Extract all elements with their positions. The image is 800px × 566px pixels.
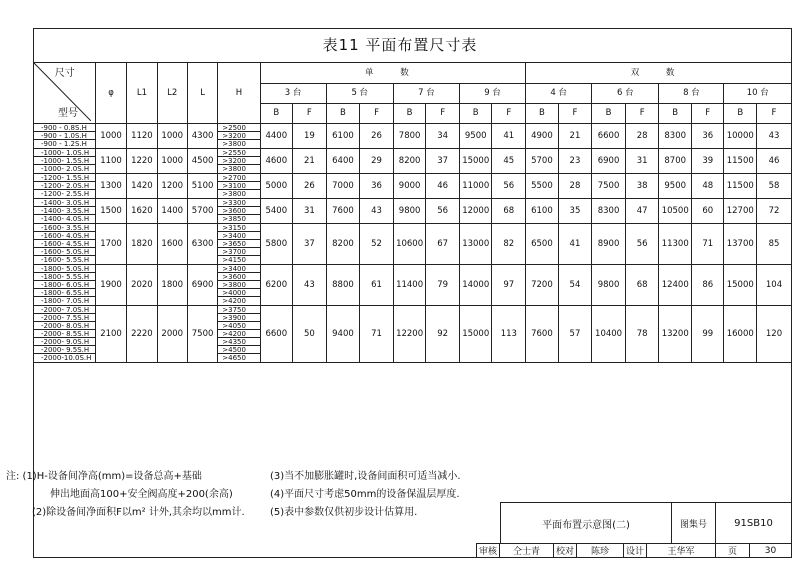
table-row [34,265,792,306]
cell-b: 16000 [724,306,757,363]
table-row [34,199,792,224]
header-b: B [459,104,492,124]
cell-l1: 2020 [127,265,157,306]
cell-l2: 1200 [157,174,187,199]
cell-f: 68 [625,265,659,306]
model-name: -2000- 9.5S.H [34,346,95,354]
cell-phi: 1500 [95,199,126,224]
cell-b: 5700 [526,149,559,174]
h-value: >3800 [222,140,246,148]
model-list [34,265,96,306]
cell-l: 4500 [187,149,217,174]
cell-f: 52 [360,224,394,265]
cell-b: 6600 [260,306,293,363]
h-list [218,306,260,363]
h-value: >4200 [222,297,246,305]
cell-f: 97 [492,265,526,306]
cell-f: 82 [492,224,526,265]
cell-b: 13700 [724,224,757,265]
cell-f: 43 [757,124,792,149]
cell-f: 36 [360,174,394,199]
model-name: -1600- 4.5S.H [34,240,95,248]
cell-phi: 1300 [95,174,126,199]
model-name: -1200- 1.5S.H [34,174,95,182]
model-name: -1600- 5.0S.H [34,248,95,256]
model-name: -1000- 1.0S.H [34,149,95,157]
model-name: -2000- 7.5S.H [34,314,95,322]
cell-l: 5700 [187,199,217,224]
cell-f: 61 [360,265,394,306]
cell-f: 35 [558,199,592,224]
cell-b: 10600 [393,224,426,265]
h-value: >4350 [218,338,259,346]
model-name: -1400- 3.0S.H [34,199,95,207]
cell-f: 26 [360,124,394,149]
h-value: >3800 [222,165,246,173]
cell-f: 56 [625,224,659,265]
model-list [34,306,96,363]
h-value: >4000 [218,289,259,297]
cell-b: 10400 [592,306,626,363]
title-block [478,502,792,558]
cell-l1: 1220 [127,149,157,174]
model-name: -1400- 3.5S.H [34,207,95,215]
model-name: -1200- 2.5S.H [41,190,90,198]
cell-l2: 1400 [157,199,187,224]
atlas-number: 91SB10 [715,502,792,544]
cell-b: 12400 [659,265,692,306]
h-value: >3750 [218,306,259,314]
header-f: F [691,104,724,124]
cell-b: 9800 [393,199,426,224]
header-h: H [218,63,260,124]
model-name: -1400- 4.0S.H [41,215,90,223]
model-list [34,149,96,174]
cell-b: 9500 [459,124,492,149]
cell-f: 37 [426,149,460,174]
cell-b: 7500 [592,174,626,199]
cell-b: 4400 [260,124,293,149]
h-value: >2550 [218,149,259,157]
cell-f: 113 [492,306,526,363]
cell-b: 9000 [393,174,426,199]
h-list [218,265,260,306]
cell-f: 104 [757,265,792,306]
header-phi: φ [95,63,126,124]
cell-b: 9400 [326,306,360,363]
design-label: 设计 [623,543,647,558]
header-count: 10 台 [724,84,792,104]
cell-b: 8300 [592,199,626,224]
model-name: -1600- 4.0S.H [34,232,95,240]
cell-b: 9800 [592,265,626,306]
h-value: >3400 [218,265,259,273]
header-size: 尺寸 [54,68,75,79]
design-signature: 王华军 [646,543,716,558]
note-5: (5)表中参数仅供初步设计估算用. [270,507,418,518]
cell-f: 67 [426,224,460,265]
cell-f: 71 [360,306,394,363]
h-value: >3100 [218,182,259,190]
note-3: (3)当不加膨胀罐时,设备间面积可适当减小. [270,471,461,482]
cell-f: 72 [757,199,792,224]
model-name: -1000- 1.5S.H [34,157,95,165]
cell-f: 38 [625,174,659,199]
cell-f: 37 [293,224,327,265]
cell-l2: 1600 [157,224,187,265]
cell-f: 19 [293,124,327,149]
model-name: -1600- 5.5S.H [41,256,90,264]
cell-f: 57 [558,306,592,363]
header-model: 型号 [58,108,78,119]
dimension-table [33,62,792,363]
model-name: -1800- 7.0S.H [41,297,90,305]
cell-b: 5000 [260,174,293,199]
cell-b: 6200 [260,265,293,306]
header-b: B [526,104,559,124]
cell-b: 8900 [592,224,626,265]
model-list [34,199,96,224]
h-list [218,149,260,174]
header-b: B [724,104,757,124]
cell-b: 14000 [459,265,492,306]
cell-f: 36 [691,124,724,149]
cell-b: 10500 [659,199,692,224]
cell-b: 11300 [659,224,692,265]
cell-f: 58 [757,174,792,199]
review-signature: 仝士青 [499,543,554,558]
cell-l: 4300 [187,124,217,149]
cell-f: 45 [492,149,526,174]
cell-f: 54 [558,265,592,306]
check-signature: 陈珍 [576,543,624,558]
cell-b: 12000 [459,199,492,224]
cell-phi: 1100 [95,149,126,174]
cell-f: 47 [625,199,659,224]
cell-f: 28 [625,124,659,149]
cell-f: 85 [757,224,792,265]
header-f: F [492,104,526,124]
cell-b: 11400 [393,265,426,306]
page-number: 30 [749,543,792,558]
model-name: -900 - 1.2S.H [41,140,87,148]
cell-f: 31 [625,149,659,174]
h-value: >3400 [218,232,259,240]
table-title: 表11 平面布置尺寸表 [322,36,478,54]
review-label: 审核 [476,543,500,558]
header-f: F [757,104,792,124]
model-name: -1800- 6.5S.H [34,289,95,297]
cell-l1: 1820 [127,224,157,265]
cell-f: 71 [691,224,724,265]
header-count: 4 台 [526,84,592,104]
h-value: >2700 [218,174,259,182]
table-row [34,124,792,149]
cell-b: 12700 [724,199,757,224]
cell-f: 56 [426,199,460,224]
cell-f: 23 [558,149,592,174]
drawing-name: 平面布置示意图(二) [500,502,672,544]
cell-f: 34 [426,124,460,149]
note-4: (4)平面尺寸考虑50mm的设备保温层厚度. [270,489,460,500]
cell-f: 41 [558,224,592,265]
cell-phi: 1700 [95,224,126,265]
h-value: >3800 [222,190,246,198]
model-list [34,124,96,149]
h-value: >3700 [218,248,259,256]
cell-f: 46 [757,149,792,174]
cell-b: 8300 [659,124,692,149]
header-count: 8 台 [659,84,724,104]
h-value: >4650 [222,354,246,362]
cell-b: 7000 [326,174,360,199]
header-single: 单 数 [260,63,526,84]
header-f: F [293,104,327,124]
check-label: 校对 [553,543,577,558]
cell-l1: 1620 [127,199,157,224]
cell-l: 7500 [187,306,217,363]
header-count: 6 台 [592,84,659,104]
cell-f: 50 [293,306,327,363]
cell-b: 5500 [526,174,559,199]
cell-phi: 1000 [95,124,126,149]
cell-b: 15000 [459,149,492,174]
model-name: -1800- 5.0S.H [34,265,95,273]
header-l: L [187,63,217,124]
h-value: >3900 [218,314,259,322]
model-name: -1600- 3.5S.H [34,224,95,232]
cell-b: 6600 [592,124,626,149]
cell-b: 6100 [326,124,360,149]
h-value: >3850 [222,215,246,223]
h-list [218,199,260,224]
cell-b: 6100 [526,199,559,224]
cell-l: 5100 [187,174,217,199]
header-f: F [558,104,592,124]
h-value: >3600 [218,207,259,215]
table-row [34,174,792,199]
note-1b: 伸出地面高100+安全阀高度+200(余高) [50,489,233,500]
model-name: -2000- 8.0S.H [34,322,95,330]
model-list [34,174,96,199]
header-double: 双 数 [526,63,792,84]
model-name: -2000-10.0S.H [41,354,92,362]
cell-f: 56 [492,174,526,199]
header-size-model [34,63,96,124]
cell-l2: 1800 [157,265,187,306]
cell-b: 4900 [526,124,559,149]
header-b: B [592,104,626,124]
cell-b: 7600 [526,306,559,363]
atlas-label: 图集号 [671,502,716,544]
cell-b: 8200 [326,224,360,265]
cell-b: 6400 [326,149,360,174]
cell-f: 46 [426,174,460,199]
cell-b: 8700 [659,149,692,174]
header-count: 3 台 [260,84,326,104]
note-2: (2)除设备间净面积F以m² 计外,其余均以mm计. [32,507,245,518]
cell-b: 7200 [526,265,559,306]
cell-l: 6300 [187,224,217,265]
cell-b: 8800 [326,265,360,306]
cell-b: 12200 [393,306,426,363]
h-value: >3200 [218,157,259,165]
cell-b: 4600 [260,149,293,174]
cell-l1: 2220 [127,306,157,363]
model-name: -900 - 0.8S.H [34,124,95,132]
h-value: >4500 [218,346,259,354]
cell-b: 7600 [326,199,360,224]
cell-f: 86 [691,265,724,306]
model-name: -900 - 1.0S.H [34,132,95,140]
h-value: >3600 [218,273,259,281]
cell-b: 13200 [659,306,692,363]
h-list [218,174,260,199]
header-f: F [625,104,659,124]
table-row [34,224,792,265]
cell-l: 6900 [187,265,217,306]
cell-f: 31 [293,199,327,224]
h-value: >4050 [218,322,259,330]
header-b: B [393,104,426,124]
cell-b: 6900 [592,149,626,174]
model-name: -1000- 2.0S.H [41,165,90,173]
cell-f: 60 [691,199,724,224]
model-name: -1800- 6.0S.H [34,281,95,289]
header-b: B [260,104,293,124]
cell-b: 13000 [459,224,492,265]
model-name: -2000- 9.0S.H [34,338,95,346]
header-l2: L2 [157,63,187,124]
cell-f: 79 [426,265,460,306]
cell-f: 21 [293,149,327,174]
h-list [218,124,260,149]
cell-l1: 1120 [127,124,157,149]
page-label: 页 [715,543,750,558]
h-list [218,224,260,265]
cell-f: 39 [691,149,724,174]
cell-f: 120 [757,306,792,363]
cell-b: 11500 [724,149,757,174]
cell-phi: 2100 [95,306,126,363]
model-name: -2000- 7.0S.H [34,306,95,314]
cell-f: 29 [360,149,394,174]
cell-f: 43 [293,265,327,306]
h-value: >3650 [218,240,259,248]
cell-b: 6500 [526,224,559,265]
header-l1: L1 [127,63,157,124]
cell-b: 9500 [659,174,692,199]
cell-f: 78 [625,306,659,363]
cell-b: 15000 [459,306,492,363]
header-count: 9 台 [459,84,525,104]
cell-b: 7800 [393,124,426,149]
cell-f: 26 [293,174,327,199]
cell-f: 48 [691,174,724,199]
h-value: >2500 [218,124,259,132]
cell-b: 11500 [724,174,757,199]
header-b: B [326,104,360,124]
model-name: -1200- 2.0S.H [34,182,95,190]
cell-b: 5400 [260,199,293,224]
header-count: 5 台 [326,84,393,104]
h-value: >3300 [218,199,259,207]
table-row [34,149,792,174]
model-list [34,224,96,265]
header-f: F [360,104,394,124]
table-row [34,306,792,363]
cell-f: 43 [360,199,394,224]
h-value: >4200 [218,330,259,338]
model-name: -2000- 8.5S.H [34,330,95,338]
h-value: >4150 [222,256,246,264]
cell-l2: 1000 [157,149,187,174]
model-name: -1800- 5.5S.H [34,273,95,281]
cell-f: 68 [492,199,526,224]
cell-b: 15000 [724,265,757,306]
cell-b: 11000 [459,174,492,199]
h-value: >3200 [218,132,259,140]
cell-l2: 2000 [157,306,187,363]
header-count: 7 台 [393,84,459,104]
h-value: >3150 [218,224,259,232]
cell-b: 8200 [393,149,426,174]
note-1a: 注: (1)H-设备间净高(mm)=设备总高+基础 [6,471,202,482]
cell-f: 92 [426,306,460,363]
cell-f: 41 [492,124,526,149]
cell-l1: 1420 [127,174,157,199]
cell-f: 99 [691,306,724,363]
cell-b: 5800 [260,224,293,265]
header-f: F [426,104,460,124]
h-value: >3800 [218,281,259,289]
cell-f: 21 [558,124,592,149]
cell-phi: 1900 [95,265,126,306]
header-b: B [659,104,692,124]
cell-f: 28 [558,174,592,199]
cell-b: 10000 [724,124,757,149]
cell-l2: 1000 [157,124,187,149]
